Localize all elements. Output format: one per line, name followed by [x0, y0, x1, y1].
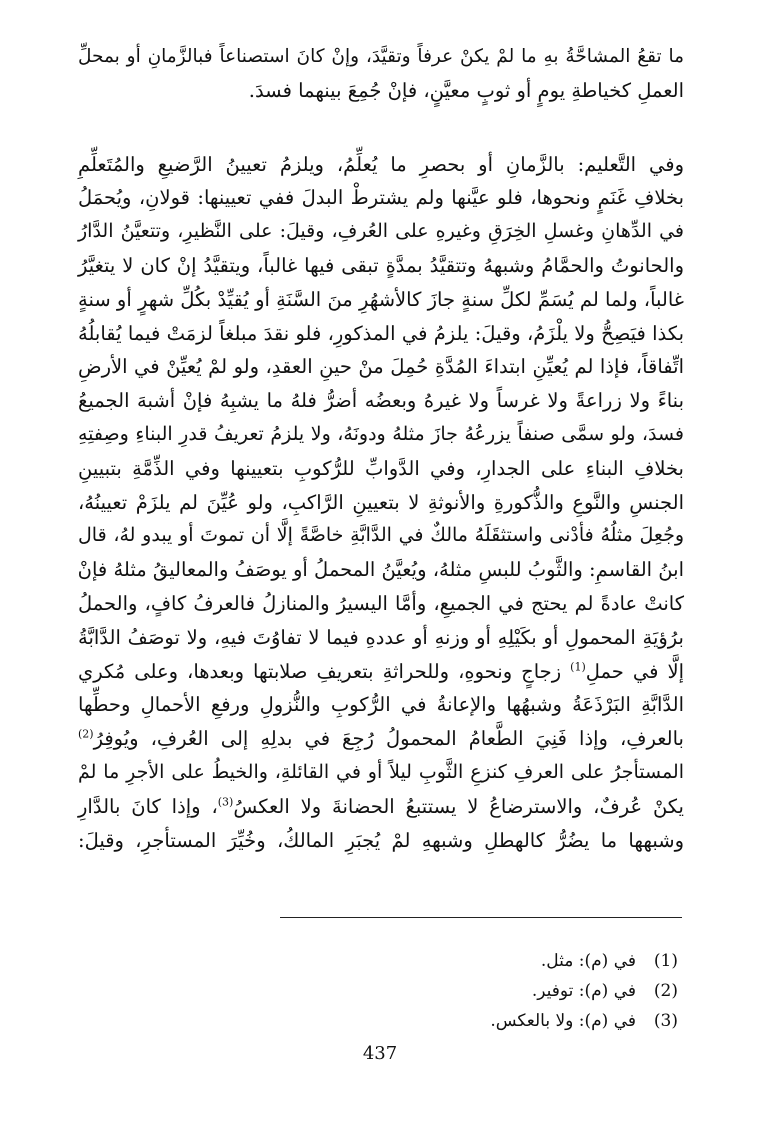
- paragraph-2: [78, 148, 684, 858]
- main-text: [78, 40, 684, 857]
- text-line: بخلافِ البناءِ على الجدارِ، وفي الدَّوابِّ للرُّكوبِ بتعيينها وفي الذِّمَّةِ بتبيينِ: [78, 456, 684, 480]
- text-line: وفي التَّعليم: بالزَّمانِ أو بحصرِ ما يُعلِّمُ، ويلزمُ تعيينُ الرَّضيعِ والمُتَعلِّمِ: [78, 152, 684, 176]
- text-line: برُؤيَةِ المحمولِ أو بكَيْلِهِ أو وزنهِ أو عددهِ فيما لا تفاوُتَ فيهِ، ولا توصَفُ الدَّابَّةُ: [78, 625, 684, 649]
- text-line: في الدِّهانِ وغسلِ الخِرَقِ وغيرهِ على العُرفِ، وقيلَ: على النَّظيرِ، وتتعيَّنُ الدَّارُ: [78, 220, 684, 243]
- text-line: المستأجرُ على العرفِ كنزعِ الثَّوبِ ليلاً أو في القائلةِ، والخيطُ على الأجرِ ما لمْ: [78, 760, 684, 783]
- text-line: ابنُ القاسمِ: والثَّوبُ للبسِ مثلهُ، ويُعيَّنُ المحملُ أو يوصَفُ والمعاليقُ مثلهُ فإنْ: [77, 558, 684, 582]
- footnote-text: في (م): مثل.: [540, 951, 636, 971]
- text-line: يكنْ عُرفٌ، والاسترضاعُ لا يستتبعُ الحضانةَ ولا العكسُ$^{(3)}$، وإذا كانَ بالدَّارِ: [78, 794, 684, 818]
- footnote-1: [278, 946, 678, 976]
- text-line: اتِّفاقاً، فإذا لم يُعيِّنِ ابتداءَ المُدَّةِ حُمِلَ منْ حينِ العقدِ، ولو لمْ يُعيِّنْ في الأرضِ: [78, 355, 684, 379]
- text-line: الجنسِ والنَّوعِ والذُّكورةِ والأنوثةِ لا بتعيينِ الرَّاكبِ، ولو عُيِّنَ لم يلزَمْ تعيينُهُ،: [78, 490, 684, 514]
- footnote-reference: (3): [217, 795, 234, 809]
- footnote-separator: [280, 917, 682, 918]
- text-line: الدَّابَّةِ البَرْذَعَةُ وشبهُها والإعانةُ في الرُّكوبِ والنُّزولِ ورفعِ الأحمالِ وحطِّها: [78, 693, 684, 717]
- footnote-number: (1): [653, 951, 678, 971]
- footnotes: [278, 946, 678, 1036]
- text-line: بخلافِ غَنَمٍ ونحوها، فلو عيَّنها ولم يشترطْ البدلَ ففي تعيينها: قولانِ، ويُحمَلُ: [78, 186, 684, 210]
- footnote-text: في (م): توفير.: [531, 981, 636, 1001]
- text-line: بكذا فيَصِحُّ ولا يلْزَمُ، وقيلَ: يلزمُ في المذكورِ، فلو نقدَ مبلغاً لزمَتْ فيما يُقابلُهُ: [78, 321, 684, 345]
- footnote-3: [278, 1006, 678, 1036]
- footnote-text: في (م): ولا بالعكس.: [490, 1011, 636, 1031]
- text-line: العملِ كخياطةِ يومٍ أو ثوبٍ معيَّنٍ، فإنْ جُمِعَ بينهما فسدَ.: [248, 78, 684, 102]
- text-line: غالباً، ولما لم يُسَمِّ لكلِّ سنةٍ جازَ كالأشهُرِ منَ السَّنَةِ أو يُقيِّدْ بكُلِّ شهرٍ أو سنةٍ: [78, 287, 684, 311]
- footnote-2: [278, 976, 678, 1006]
- text-line: إلَّا في حملِ$^{(1)}$ زجاجٍ ونحوهِ، وللحراثةِ بتعريفِ صلابتها وبعدها، وعلى مُكري: [78, 659, 684, 683]
- text-line: كانتْ عادةً لم يحتج في الجميعِ، وأمَّا اليسيرُ والمنازلُ فالعرفُ كافٍ، والحملُ: [78, 591, 684, 615]
- page-number: 437: [362, 1043, 398, 1064]
- text-line: بناءً ولا زراعةً ولا غرساً ولا غيرهُ وبعضُه أضرُّ فلهُ ما يشبِهُ فإنْ أشبهَ الجميعُ: [78, 389, 684, 413]
- footnote-reference: (1): [570, 660, 586, 674]
- text-line: فسدَ، ولو سمَّى صنفاً يزرعُهُ جازَ مثلهُ ودونَهُ، ولا يلزمُ تعريفُ قدرِ البناءِ وصِفتِهِ: [78, 422, 684, 445]
- text-line: ما تقعُ المشاحَّةُ بهِ ما لمْ يكنْ عرفاً وتقيَّدَ، وإنْ كانَ استصناعاً فبالزَّمانِ أو بمحلِّ: [78, 46, 684, 67]
- text-line: وشبهها ما يضُرُّ كالهطلِ وشبههِ لمْ يُجبَرِ المالكُ، وخُيِّرَ المستأجرِ، وقيلَ:: [78, 828, 684, 852]
- text-line: بالعرفِ، وإذا فَنِيَ الطَّعامُ المحمولُ رُجِعَ في بدلِهِ إلى العُرفِ، ويُوفِرُ$^{(2)}$: [78, 727, 684, 751]
- text-line: وجُعِلَ مثلُهُ فأدْنى واستثقَلَهُ مالكٌ في الدَّابَّةِ خاصَّةً إلَّا أن تموتَ أو يبدو لهُ، قال: [78, 524, 684, 547]
- text-line: والحانوتُ والحمَّامُ وشبههُ وتتقيَّدُ بمدَّةٍ تبقى فيها غالباً، ويتقيَّدُ إنْ كان لا يتغيَّرُ: [78, 253, 684, 277]
- footnote-reference: (2): [78, 727, 94, 741]
- footnote-number: (3): [653, 1011, 678, 1031]
- paragraph-gap: [78, 108, 684, 148]
- footnote-number: (2): [653, 981, 678, 1001]
- paragraph-1: [78, 40, 684, 108]
